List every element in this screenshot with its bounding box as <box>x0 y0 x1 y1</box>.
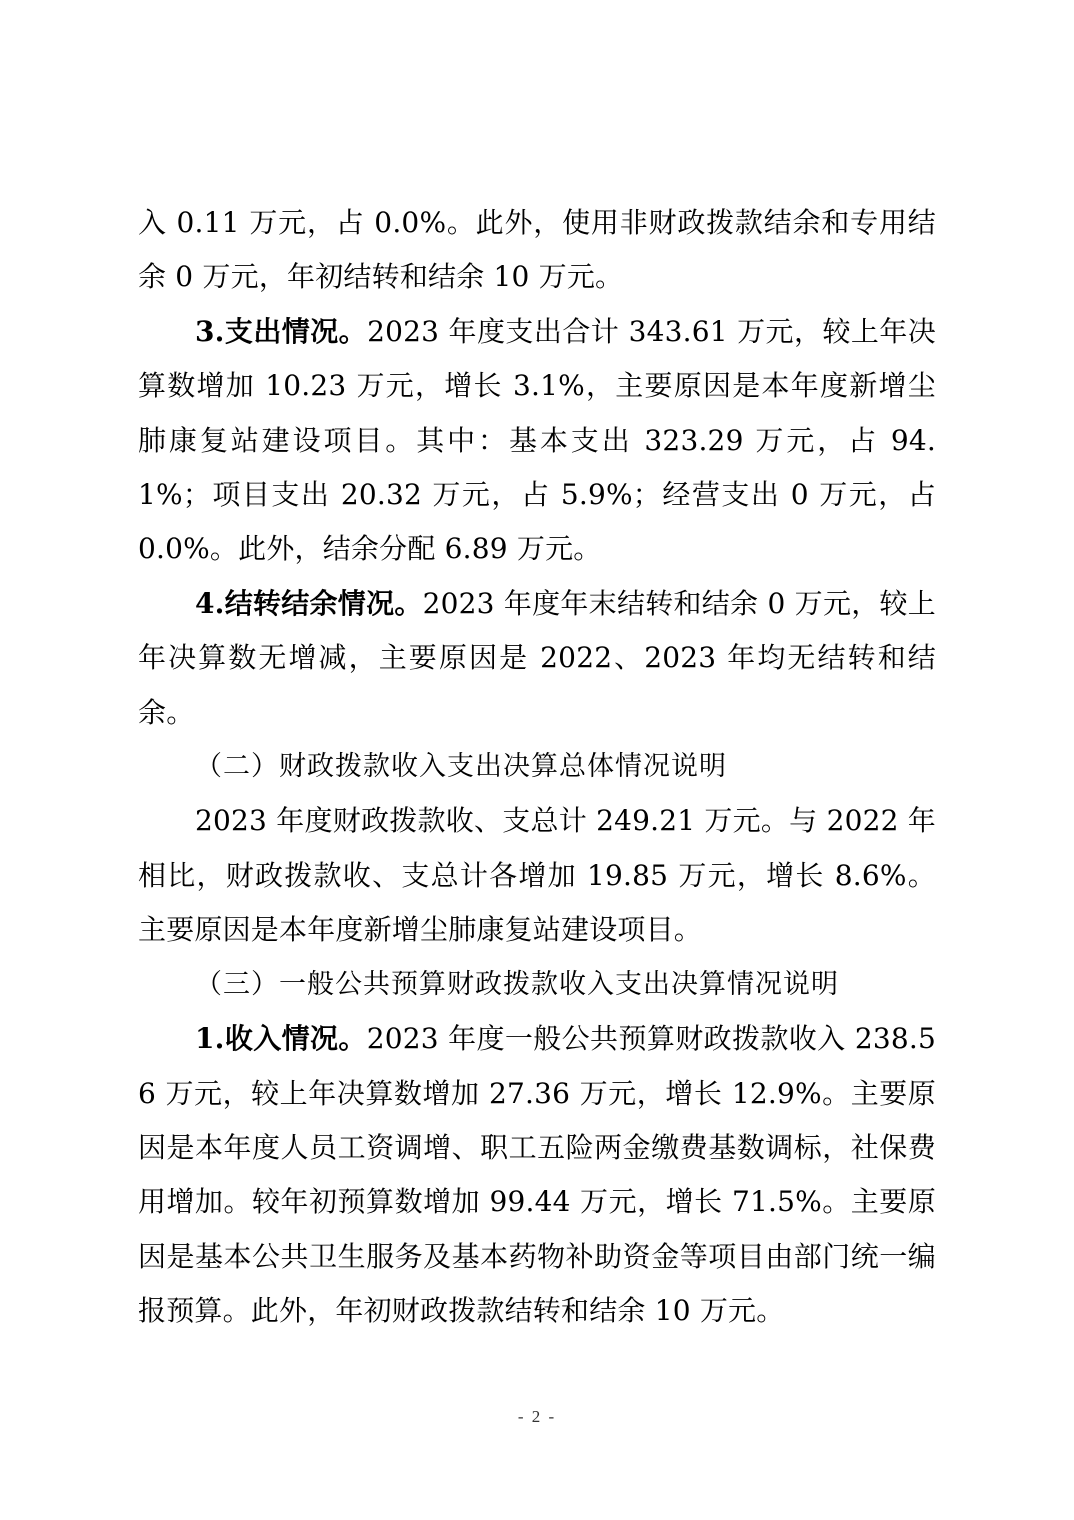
paragraph-general-budget-income <box>138 1012 936 1338</box>
paragraph-income-continued <box>138 196 936 305</box>
paragraph-carryover <box>138 577 936 740</box>
paragraph-text: 入 0.11 万元，占 0.0%。此外，使用非财政拨款结余和专用结余 0 万元，年初结转和结余 10 万元。 <box>138 206 936 294</box>
heading-section-3: （三）一般公共预算财政拨款收入支出决算情况说明 <box>195 968 839 1000</box>
section-lead-expenditure: 3.支出情况。 <box>195 314 368 348</box>
paragraph-fiscal-total <box>138 794 936 957</box>
heading-section-2: （二）财政拨款收入支出决算总体情况说明 <box>195 751 727 783</box>
section-lead-carryover: 4.结转结余情况。 <box>195 586 423 620</box>
document-body <box>138 196 936 1339</box>
paragraph-text: 2023 年度一般公共预算财政拨款收入 238.56 万元，较上年决算数增加 27.36 万元，增长 12.9%。主要原因是本年度人员工资调增、职工五险两金缴费基数调标，社保费用增加。较年初预算数增加 99.44 万元，增长 71.5%。主要原因是基本公共卫生服务及基本药物补助资金等项目由部门统一编报预算。此外，年初财政拨款结转和结余 10 万元。 <box>138 1022 936 1328</box>
paragraph-expenditure <box>138 305 936 577</box>
paragraph-text: 2023 年度支出合计 343.61 万元，较上年决算数增加 10.23 万元，增长 3.1%，主要原因是本年度新增尘肺康复站建设项目。其中：基本支出 323.29 万元，占 94.1%；项目支出 20.32 万元，占 5.9%；经营支出 0 万元，占 0.0%。此外，结余分配 6.89 万元。 <box>138 314 936 566</box>
paragraph-text: 2023 年度年末结转和结余 0 万元，较上年决算数无增减，主要原因是 2022、2023 年均无结转和结余。 <box>138 586 936 729</box>
page-number: - 2 - <box>517 1407 557 1426</box>
section-lead-income: 1.收入情况。 <box>195 1022 367 1056</box>
paragraph-text: 2023 年度财政拨款收、支总计 249.21 万元。与 2022 年相比，财政拨款收、支总计各增加 19.85 万元，增长 8.6%。主要原因是本年度新增尘肺康复站建设项目。 <box>138 804 936 947</box>
